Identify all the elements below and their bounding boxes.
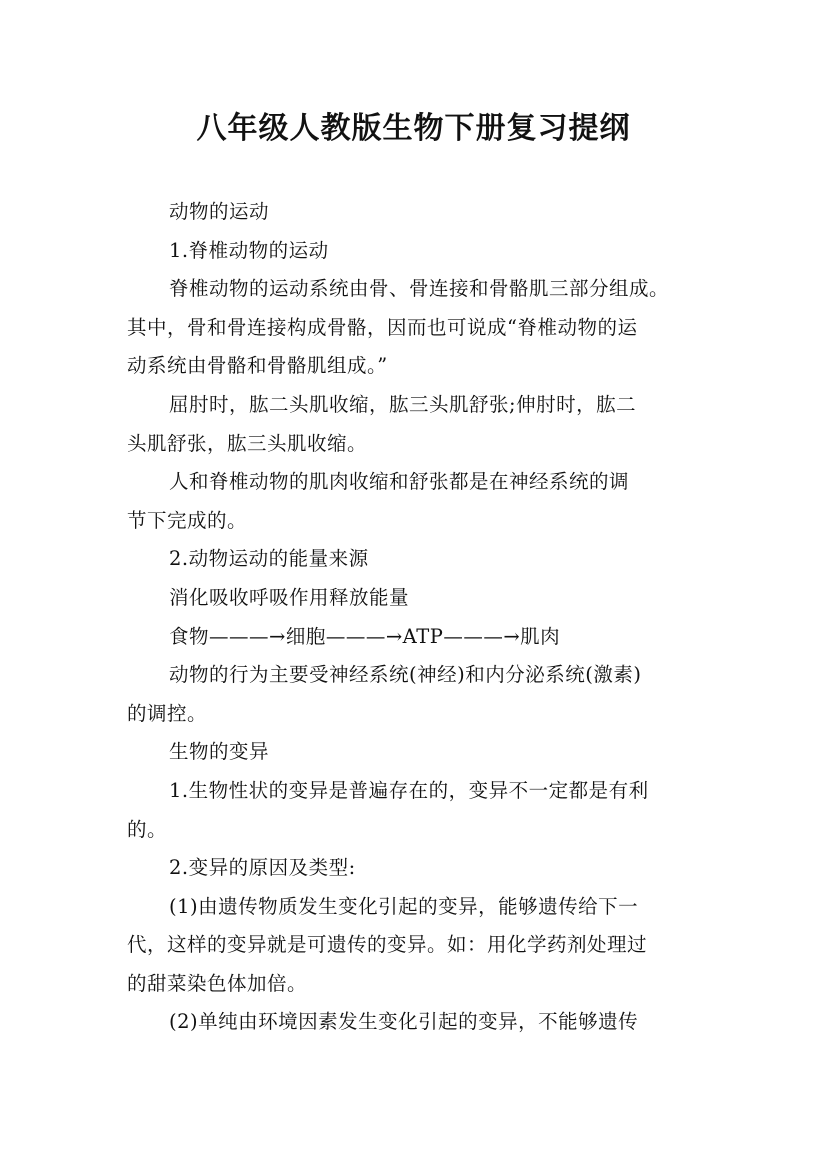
paragraph-line: 人和脊椎动物的肌肉收缩和舒张都是在神经系统的调 xyxy=(169,470,630,494)
paragraph-line: 的甜菜染色体加倍。 xyxy=(127,971,308,995)
document-title: 八年级人教版生物下册复习提纲 xyxy=(196,111,631,146)
paragraph-line: 代，这样的变异就是可遗传的变异。如：用化学药剂处理过 xyxy=(127,933,648,957)
subheading: 1.脊椎动物的运动 xyxy=(169,238,329,262)
paragraph-line: 头肌舒张，肱三头肌收缩。 xyxy=(127,431,368,455)
paragraph-line: 消化吸收呼吸作用释放能量 xyxy=(169,585,410,609)
paragraph-line: 的。 xyxy=(127,817,168,841)
paragraph-line: 1.生物性状的变异是普遍存在的，变异不一定都是有利 xyxy=(169,778,649,802)
section-heading: 动物的运动 xyxy=(169,200,270,223)
paragraph-line: 节下完成的。 xyxy=(127,508,248,532)
paragraph-line: 其中，骨和骨连接构成骨骼，因而也可说成“脊椎动物的运 xyxy=(127,315,638,339)
paragraph-line: 动物的行为主要受神经系统(神经)和内分泌系统(激素) xyxy=(169,663,642,687)
document-body xyxy=(127,193,703,1042)
paragraph-line: (1)由遗传物质发生变化引起的变异，能够遗传给下一 xyxy=(169,894,639,918)
paragraph-line: 脊椎动物的运动系统由骨、骨连接和骨骼肌三部分组成。 xyxy=(169,277,670,301)
section-heading: 生物的变异 xyxy=(169,740,270,764)
paragraph-line: 动系统由骨骼和骨骼肌组成。” xyxy=(127,354,388,378)
subheading: 2.变异的原因及类型: xyxy=(169,856,356,880)
paragraph-line: 的调控。 xyxy=(127,701,208,725)
paragraph-line: (2)单纯由环境因素发生变化引起的变异，不能够遗传 xyxy=(169,1010,639,1034)
energy-flow-line: 食物———→细胞———→ATP———→肌肉 xyxy=(169,624,561,648)
subheading: 2.动物运动的能量来源 xyxy=(169,547,369,571)
paragraph-line: 屈肘时，肱二头肌收缩，肱三头肌舒张;伸肘时，肱二 xyxy=(169,392,637,416)
